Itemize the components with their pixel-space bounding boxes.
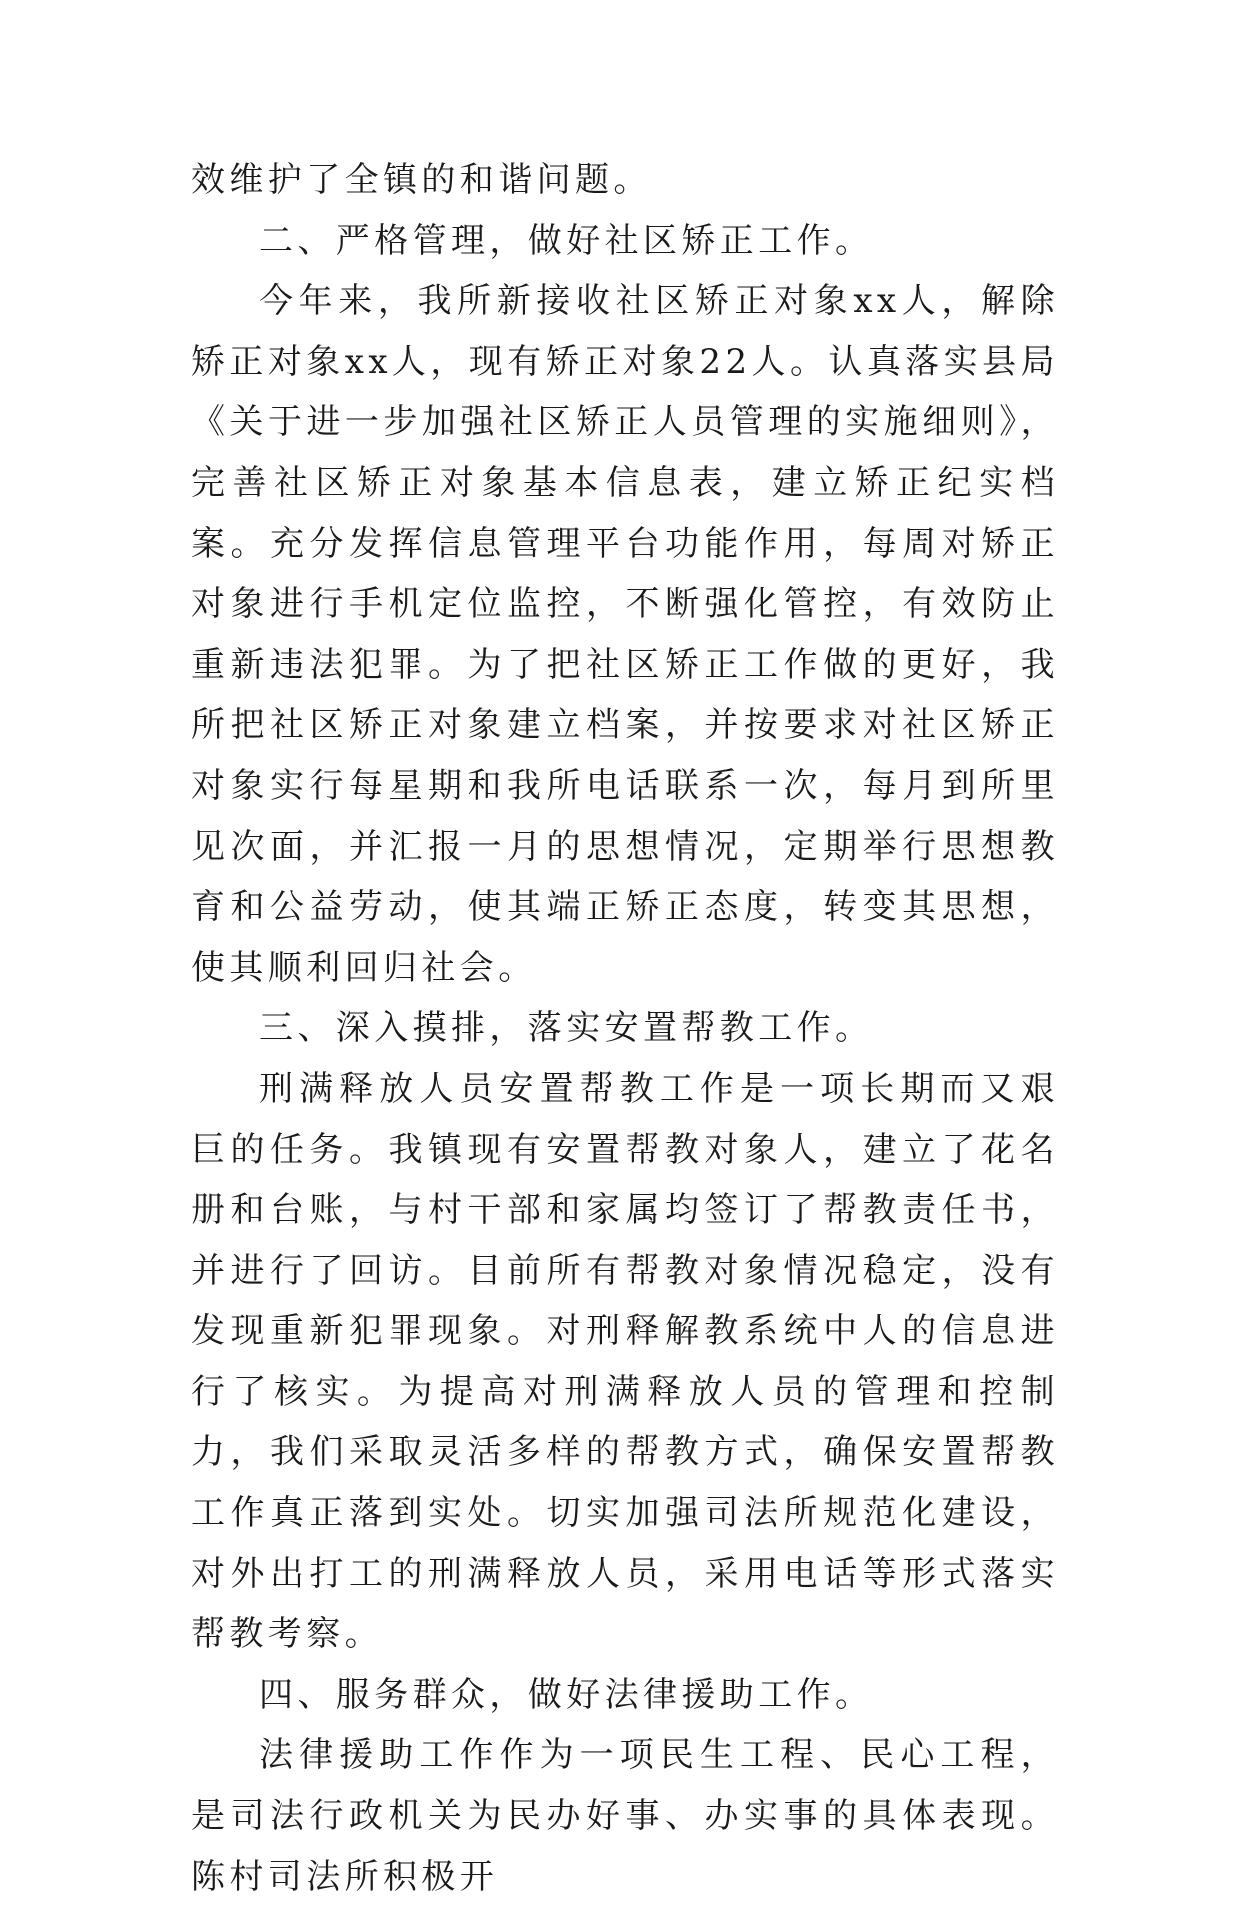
paragraph-continued: 效维护了全镇的和谐问题。: [191, 160, 652, 200]
section-heading-3: 三、深入摸排，落实安置帮教工作。: [259, 1008, 874, 1049]
paragraph-legal-aid: 法律援助工作作为一项民生工程、民心工程，是司法行政机关为民办好事、办实事的具体表现。陈村司法所积极开: [191, 1735, 1059, 1897]
paragraph-community-correction: 今年来，我所新接收社区矫正对象xx人，解除矫正对象xx人，现有矫正对象22人。认真落实县局《关于进一步加强社区矫正人员管理的实施细则》，完善社区矫正对象基本信息表，建立矫正纪实档案。充分发挥信息管理平台功能作用，每周对矫正对象进行手机定位监控，不断强化管控，有效防止重新违法犯罪。为了把社区矫正工作做的更好，我所把社区矫正对象建立档案，并按要求对社区矫正对象实行每星期和我所电话联系一次，每月到所里见次面，并汇报一月的思想情况，定期举行思想教育和公益劳动，使其端正矫正态度，转变其思想，使其顺利回归社会。: [191, 281, 1059, 988]
paragraph-resettlement: 刑满释放人员安置帮教工作是一项长期而又艰巨的任务。我镇现有安置帮教对象人，建立了花名册和台账，与村干部和家属均签订了帮教责任书，并进行了回访。目前所有帮教对象情况稳定，没有发现重新犯罪现象。对刑释解教系统中人的信息进行了核实。为提高对刑满释放人员的管理和控制力，我们采取灵活多样的帮教方式，确保安置帮教工作真正落到实处。切实加强司法所规范化建设，对外出打工的刑满释放人员，采用电话等形式落实帮教考察。: [191, 1068, 1059, 1655]
document-body: [191, 150, 1059, 1907]
section-heading-4: 四、服务群众，做好法律援助工作。: [259, 1674, 874, 1715]
section-heading-2: 二、严格管理，做好社区矫正工作。: [259, 220, 874, 261]
